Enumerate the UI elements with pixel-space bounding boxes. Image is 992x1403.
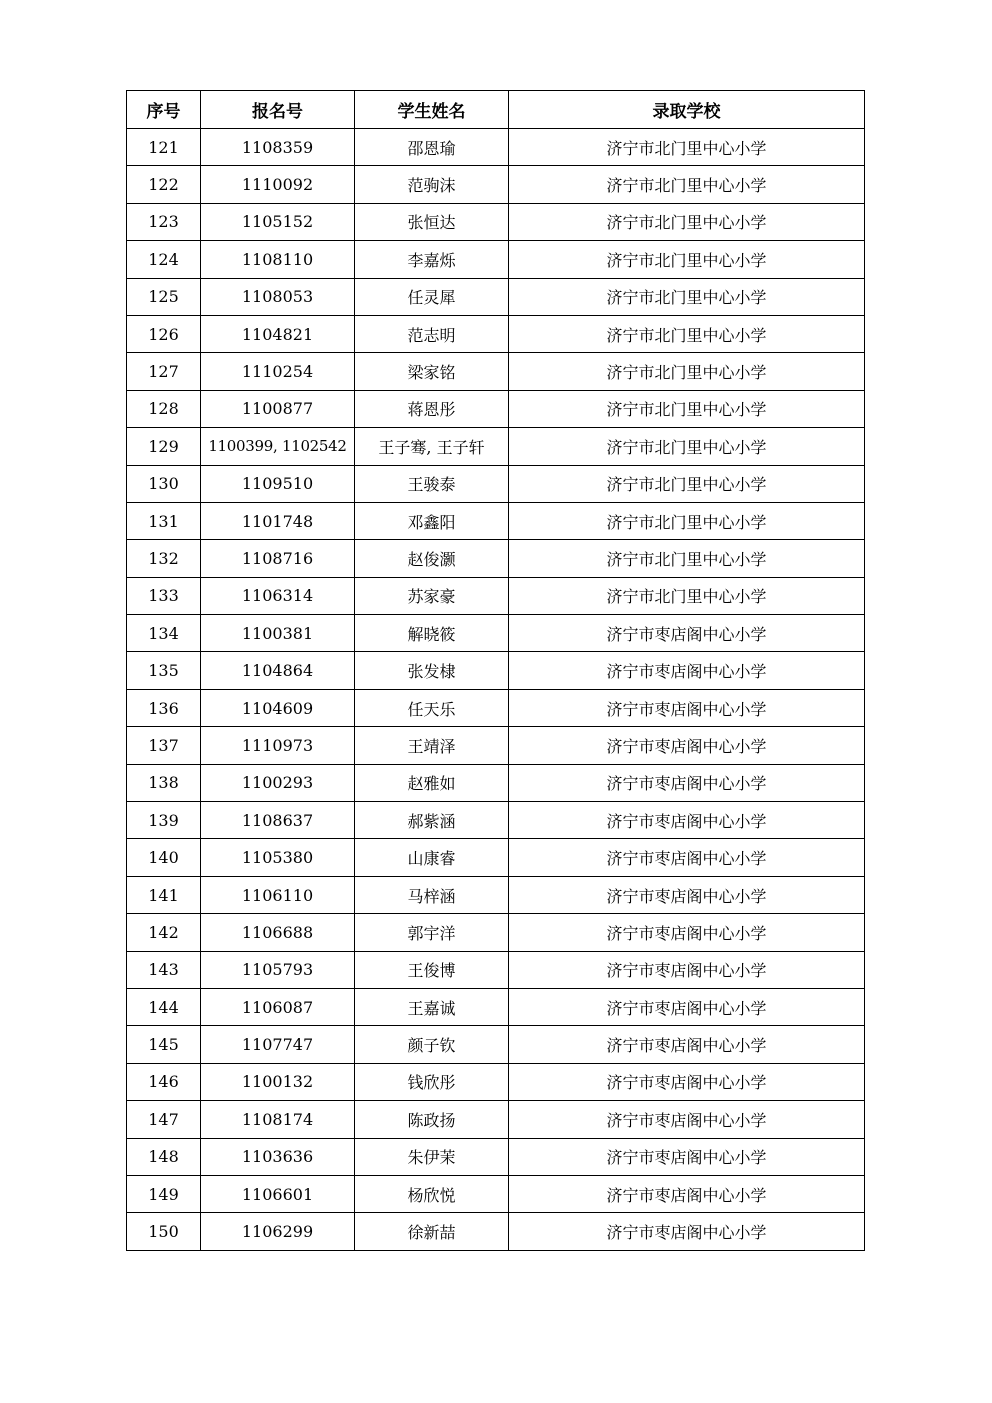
- table-header: [127, 91, 865, 129]
- table-row: [127, 577, 865, 614]
- row-registration-number: 1108053: [201, 278, 355, 315]
- row-registration-number: 1108637: [201, 802, 355, 839]
- row-admitted-school: 济宁市枣店阁中心小学: [509, 914, 865, 951]
- table-row: [127, 203, 865, 240]
- row-student-name: 张恒达: [355, 203, 509, 240]
- row-admitted-school: 济宁市枣店阁中心小学: [509, 988, 865, 1025]
- row-serial-number: 133: [127, 577, 201, 614]
- row-serial-number: 141: [127, 876, 201, 913]
- row-student-name: 颜子钦: [355, 1026, 509, 1063]
- row-student-name: 钱欣彤: [355, 1063, 509, 1100]
- row-serial-number: 121: [127, 129, 201, 166]
- row-registration-number: 1110092: [201, 166, 355, 203]
- row-student-name: 张发棣: [355, 652, 509, 689]
- row-registration-number: 1110973: [201, 727, 355, 764]
- row-admitted-school: 济宁市枣店阁中心小学: [509, 727, 865, 764]
- table-row: [127, 540, 865, 577]
- row-serial-number: 149: [127, 1175, 201, 1212]
- row-admitted-school: 济宁市北门里中心小学: [509, 540, 865, 577]
- row-student-name: 陈政扬: [355, 1101, 509, 1138]
- table-row: [127, 652, 865, 689]
- row-serial-number: 130: [127, 465, 201, 502]
- header-admitted-school: 录取学校: [509, 91, 865, 129]
- row-registration-number: 1100132: [201, 1063, 355, 1100]
- table-row: [127, 1063, 865, 1100]
- table-row: [127, 465, 865, 502]
- row-registration-number: 1104864: [201, 652, 355, 689]
- row-admitted-school: 济宁市枣店阁中心小学: [509, 764, 865, 801]
- row-admitted-school: 济宁市枣店阁中心小学: [509, 802, 865, 839]
- row-student-name: 苏家豪: [355, 577, 509, 614]
- table-row: [127, 241, 865, 278]
- row-registration-number: 1105793: [201, 951, 355, 988]
- table-row: [127, 1138, 865, 1175]
- row-registration-number: 1100293: [201, 764, 355, 801]
- row-registration-number: 1101748: [201, 502, 355, 539]
- row-student-name: 邵恩瑜: [355, 129, 509, 166]
- row-student-name: 王骏泰: [355, 465, 509, 502]
- table-body: [127, 129, 865, 1251]
- row-serial-number: 138: [127, 764, 201, 801]
- table-row: [127, 914, 865, 951]
- row-student-name: 郭宇洋: [355, 914, 509, 951]
- row-serial-number: 127: [127, 353, 201, 390]
- admission-table: [126, 90, 865, 1251]
- table-row: [127, 615, 865, 652]
- row-student-name: 梁家铭: [355, 353, 509, 390]
- row-registration-number: 1100877: [201, 390, 355, 427]
- row-admitted-school: 济宁市北门里中心小学: [509, 315, 865, 352]
- row-registration-number: 1107747: [201, 1026, 355, 1063]
- row-registration-number: 1108174: [201, 1101, 355, 1138]
- row-student-name: 赵俊灏: [355, 540, 509, 577]
- row-serial-number: 122: [127, 166, 201, 203]
- row-student-name: 解晓筱: [355, 615, 509, 652]
- row-serial-number: 139: [127, 802, 201, 839]
- table-row: [127, 839, 865, 876]
- row-admitted-school: 济宁市枣店阁中心小学: [509, 689, 865, 726]
- row-admitted-school: 济宁市北门里中心小学: [509, 577, 865, 614]
- row-registration-number: 1106601: [201, 1175, 355, 1212]
- table-row: [127, 802, 865, 839]
- row-serial-number: 135: [127, 652, 201, 689]
- row-admitted-school: 济宁市北门里中心小学: [509, 166, 865, 203]
- row-serial-number: 131: [127, 502, 201, 539]
- row-student-name: 任灵犀: [355, 278, 509, 315]
- header-serial-number: 序号: [127, 91, 201, 129]
- row-admitted-school: 济宁市北门里中心小学: [509, 203, 865, 240]
- row-admitted-school: 济宁市枣店阁中心小学: [509, 839, 865, 876]
- row-student-name: 王子骞, 王子轩: [355, 428, 509, 465]
- row-admitted-school: 济宁市枣店阁中心小学: [509, 1026, 865, 1063]
- row-admitted-school: 济宁市北门里中心小学: [509, 241, 865, 278]
- row-student-name: 赵雅如: [355, 764, 509, 801]
- table-row: [127, 689, 865, 726]
- header-row: [127, 91, 865, 129]
- row-admitted-school: 济宁市北门里中心小学: [509, 353, 865, 390]
- row-student-name: 任天乐: [355, 689, 509, 726]
- row-student-name: 王靖泽: [355, 727, 509, 764]
- row-serial-number: 132: [127, 540, 201, 577]
- row-serial-number: 150: [127, 1213, 201, 1250]
- admission-table-container: [126, 90, 864, 1251]
- table-row: [127, 502, 865, 539]
- row-student-name: 邓鑫阳: [355, 502, 509, 539]
- row-registration-number: 1100399, 1102542: [201, 428, 355, 465]
- row-student-name: 杨欣悦: [355, 1175, 509, 1212]
- row-serial-number: 134: [127, 615, 201, 652]
- row-admitted-school: 济宁市枣店阁中心小学: [509, 951, 865, 988]
- row-student-name: 王俊博: [355, 951, 509, 988]
- header-registration-number: 报名号: [201, 91, 355, 129]
- header-student-name: 学生姓名: [355, 91, 509, 129]
- row-admitted-school: 济宁市枣店阁中心小学: [509, 1138, 865, 1175]
- row-student-name: 李嘉烁: [355, 241, 509, 278]
- row-serial-number: 126: [127, 315, 201, 352]
- row-student-name: 徐新喆: [355, 1213, 509, 1250]
- table-row: [127, 727, 865, 764]
- row-registration-number: 1104609: [201, 689, 355, 726]
- row-serial-number: 125: [127, 278, 201, 315]
- row-registration-number: 1110254: [201, 353, 355, 390]
- row-serial-number: 148: [127, 1138, 201, 1175]
- row-admitted-school: 济宁市枣店阁中心小学: [509, 1063, 865, 1100]
- table-row: [127, 988, 865, 1025]
- row-student-name: 山康睿: [355, 839, 509, 876]
- row-registration-number: 1108359: [201, 129, 355, 166]
- row-admitted-school: 济宁市枣店阁中心小学: [509, 1213, 865, 1250]
- row-serial-number: 142: [127, 914, 201, 951]
- row-serial-number: 145: [127, 1026, 201, 1063]
- row-registration-number: 1105380: [201, 839, 355, 876]
- row-serial-number: 128: [127, 390, 201, 427]
- table-row: [127, 428, 865, 465]
- row-student-name: 范驹沫: [355, 166, 509, 203]
- row-serial-number: 144: [127, 988, 201, 1025]
- row-serial-number: 147: [127, 1101, 201, 1138]
- row-registration-number: 1103636: [201, 1138, 355, 1175]
- table-row: [127, 166, 865, 203]
- row-student-name: 朱伊茉: [355, 1138, 509, 1175]
- table-row: [127, 951, 865, 988]
- table-row: [127, 315, 865, 352]
- row-admitted-school: 济宁市枣店阁中心小学: [509, 1175, 865, 1212]
- row-admitted-school: 济宁市枣店阁中心小学: [509, 1101, 865, 1138]
- row-serial-number: 146: [127, 1063, 201, 1100]
- row-serial-number: 143: [127, 951, 201, 988]
- row-serial-number: 123: [127, 203, 201, 240]
- row-registration-number: 1106314: [201, 577, 355, 614]
- row-admitted-school: 济宁市北门里中心小学: [509, 129, 865, 166]
- row-student-name: 马梓涵: [355, 876, 509, 913]
- table-row: [127, 129, 865, 166]
- table-row: [127, 390, 865, 427]
- row-registration-number: 1106299: [201, 1213, 355, 1250]
- row-admitted-school: 济宁市枣店阁中心小学: [509, 615, 865, 652]
- row-registration-number: 1105152: [201, 203, 355, 240]
- row-registration-number: 1104821: [201, 315, 355, 352]
- table-row: [127, 1175, 865, 1212]
- row-student-name: 蒋恩彤: [355, 390, 509, 427]
- row-student-name: 范志明: [355, 315, 509, 352]
- table-row: [127, 1101, 865, 1138]
- row-admitted-school: 济宁市北门里中心小学: [509, 278, 865, 315]
- row-serial-number: 137: [127, 727, 201, 764]
- row-registration-number: 1106688: [201, 914, 355, 951]
- row-registration-number: 1106087: [201, 988, 355, 1025]
- table-row: [127, 353, 865, 390]
- row-serial-number: 129: [127, 428, 201, 465]
- table-row: [127, 764, 865, 801]
- table-row: [127, 278, 865, 315]
- table-row: [127, 1026, 865, 1063]
- row-serial-number: 136: [127, 689, 201, 726]
- row-registration-number: 1108110: [201, 241, 355, 278]
- row-registration-number: 1106110: [201, 876, 355, 913]
- row-admitted-school: 济宁市枣店阁中心小学: [509, 876, 865, 913]
- row-registration-number: 1109510: [201, 465, 355, 502]
- table-row: [127, 876, 865, 913]
- row-serial-number: 140: [127, 839, 201, 876]
- row-admitted-school: 济宁市枣店阁中心小学: [509, 652, 865, 689]
- row-student-name: 王嘉诚: [355, 988, 509, 1025]
- row-registration-number: 1100381: [201, 615, 355, 652]
- row-student-name: 郝紫涵: [355, 802, 509, 839]
- row-admitted-school: 济宁市北门里中心小学: [509, 428, 865, 465]
- row-serial-number: 124: [127, 241, 201, 278]
- row-admitted-school: 济宁市北门里中心小学: [509, 502, 865, 539]
- row-registration-number: 1108716: [201, 540, 355, 577]
- row-admitted-school: 济宁市北门里中心小学: [509, 390, 865, 427]
- table-row: [127, 1213, 865, 1250]
- row-admitted-school: 济宁市北门里中心小学: [509, 465, 865, 502]
